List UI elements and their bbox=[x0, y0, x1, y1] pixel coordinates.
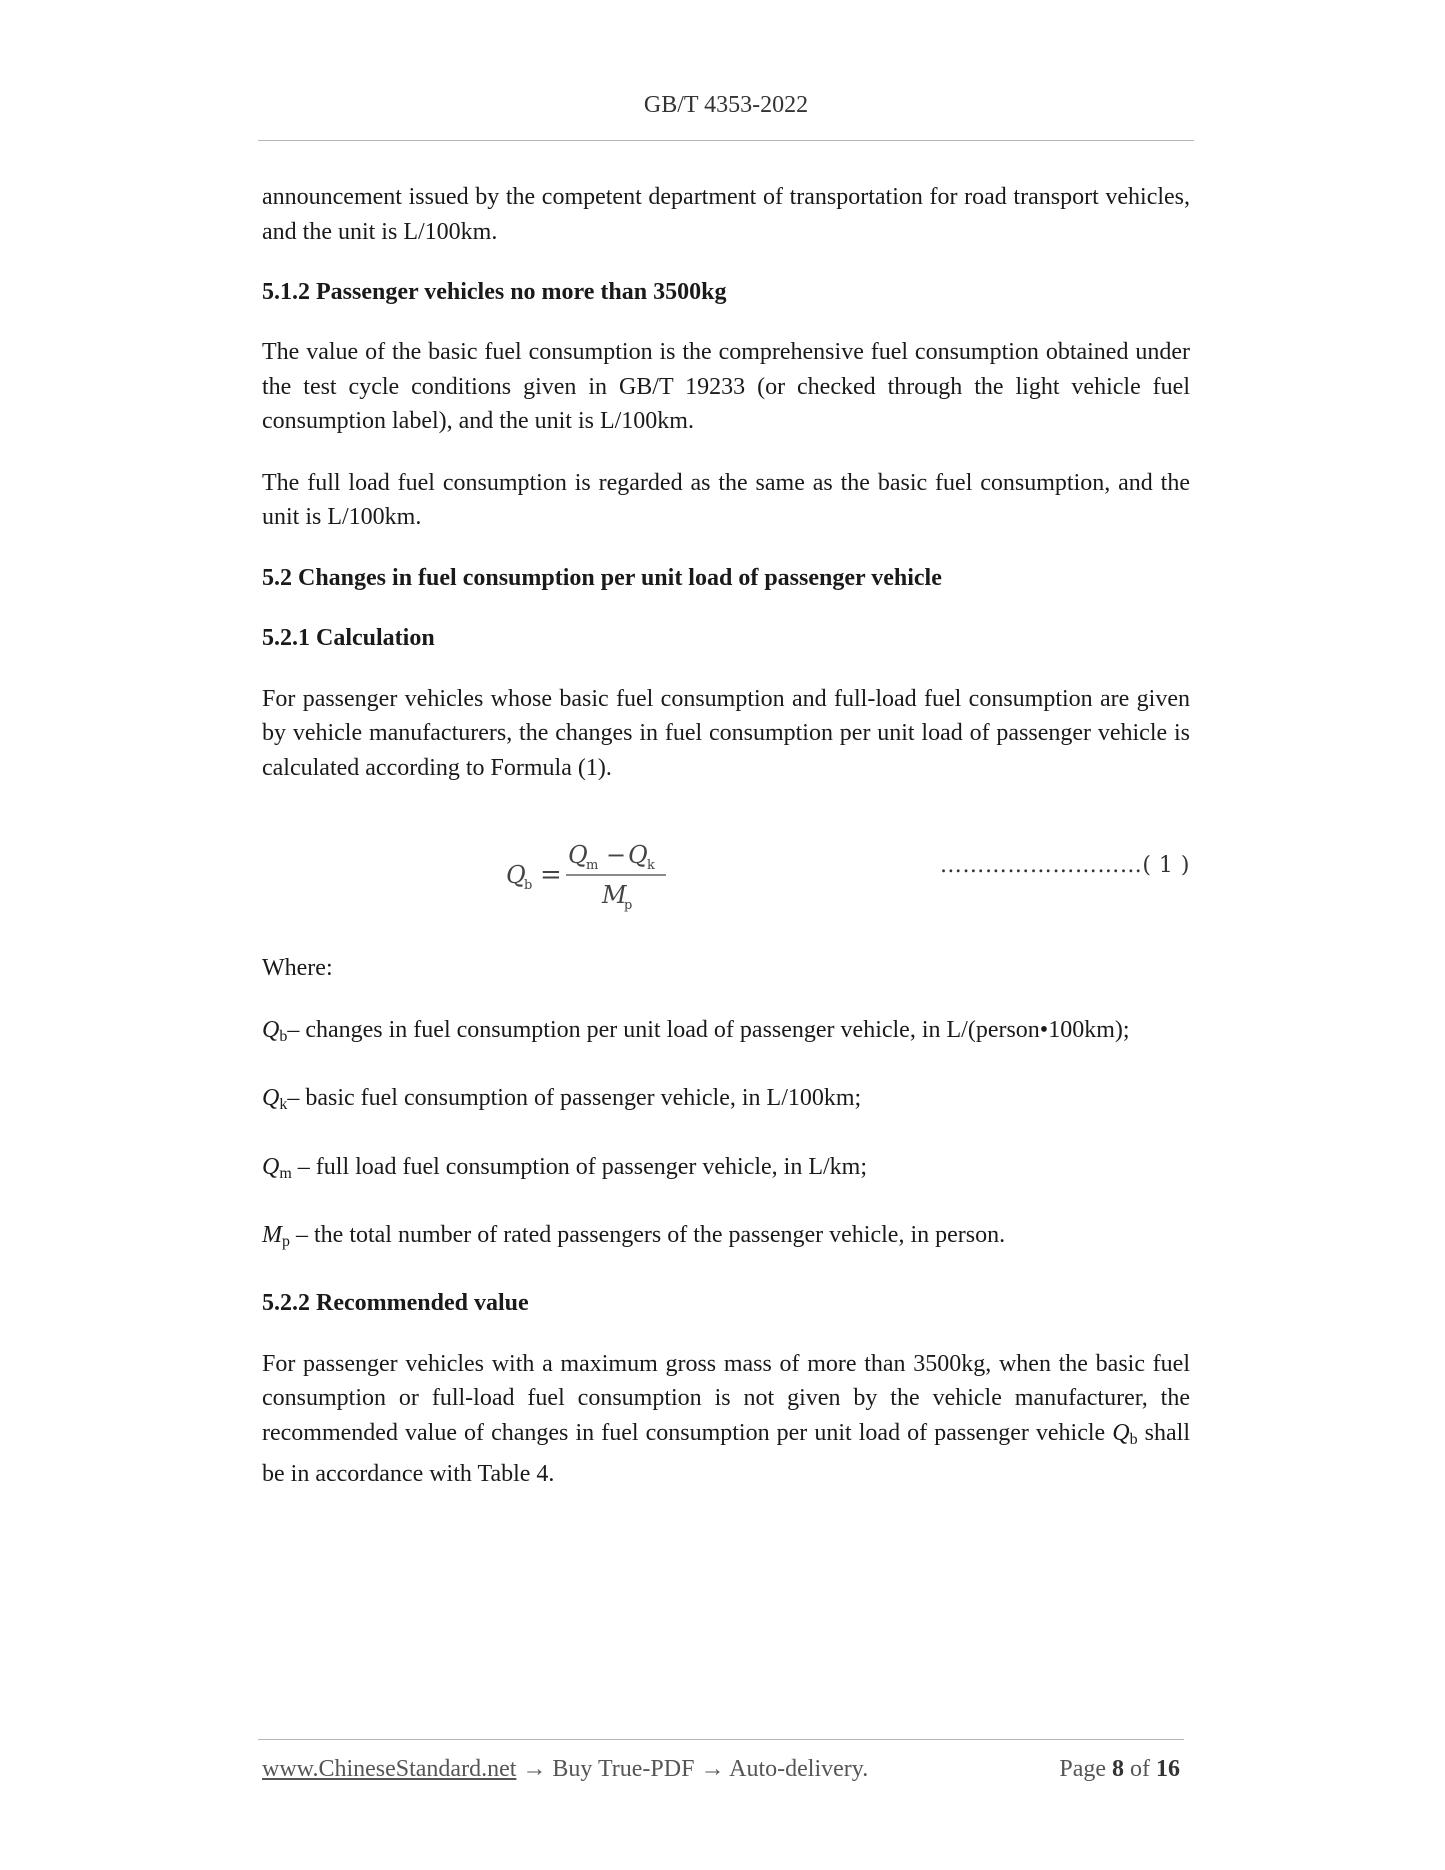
paragraph-basic-fuel: The value of the basic fuel consumption is the comprehensive fuel consumption obtained under the test cycle conditions given in GB/T 19233 (or checked through the light vehicle fuel consumption label), and the unit is L/100km. bbox=[262, 339, 1190, 434]
definition-qm-text: – full load fuel consumption of passenger vehicle, in L/km; bbox=[291, 1153, 867, 1180]
definition-qk-text: – basic fuel consumption of passenger vehicle, in L/100km; bbox=[287, 1085, 862, 1111]
formula-num-b: Q bbox=[628, 841, 648, 869]
formula-minus: − bbox=[606, 841, 627, 869]
heading-5-2: 5.2 Changes in fuel consumption per unit load of passenger vehicle bbox=[262, 564, 942, 591]
formula-num-a: Q bbox=[568, 841, 588, 869]
symbol-qb: Q bbox=[262, 1016, 280, 1043]
definition-qb-text: – changes in fuel consumption per unit load of passenger vehicle, in L/(person•100km); bbox=[287, 1016, 1130, 1043]
total-pages: 16 bbox=[1156, 1756, 1180, 1782]
of-word: of bbox=[1130, 1756, 1150, 1782]
definition-qb bbox=[262, 1013, 1190, 1055]
definition-mp-text: – the total number of rated passengers of the passenger vehicle, in person. bbox=[290, 1222, 1006, 1248]
paragraph-recommended-text: For passenger vehicles with a maximum gross mass of more than 3500kg, when the basic fuel consumption or full-load fuel consumption is not given by the vehicle manufacturer, the recommended value of changes in fuel consumption per unit load of passenger vehicle bbox=[262, 1350, 1190, 1446]
definition-qk bbox=[262, 1081, 1190, 1123]
formula-num-b-sub: k bbox=[647, 858, 655, 873]
formula-equals: = bbox=[540, 860, 562, 890]
definition-qm bbox=[262, 1150, 1190, 1192]
arrow-right-icon: → bbox=[700, 1756, 725, 1782]
website-link[interactable]: www.ChineseStandard.net bbox=[262, 1756, 517, 1782]
page-header bbox=[258, 92, 1194, 119]
heading-5-2-2: 5.2.2 Recommended value bbox=[262, 1289, 529, 1316]
symbol-qk: Q bbox=[262, 1085, 280, 1111]
symbol-qm-sub: m bbox=[279, 1164, 292, 1182]
formula-den-sub: p bbox=[624, 898, 633, 913]
formula-lhs: Q bbox=[506, 861, 526, 889]
footer-promo bbox=[262, 1756, 868, 1783]
paragraph-recommended-tail: shall be in accordance with Table 4. bbox=[262, 1419, 1191, 1487]
symbol-qb-inline: Q bbox=[1112, 1419, 1130, 1446]
paragraph-calculation: For passenger vehicles whose basic fuel consumption and full-load fuel consumption are given by vehicle manufacturers, the changes in fuel consumption per unit load of passenger vehicle is calculated according to Formula (1). bbox=[262, 685, 1190, 781]
arrow-right-icon: → bbox=[522, 1756, 547, 1782]
symbol-qm: Q bbox=[262, 1153, 280, 1180]
symbol-mp: M bbox=[262, 1222, 282, 1248]
formula-graphic bbox=[506, 831, 706, 921]
paragraph-recommended bbox=[262, 1347, 1190, 1492]
formula-den: M bbox=[602, 881, 627, 909]
paragraph-continuation: announcement issued by the competent department of transportation for road transport vehicles, and the unit is L/100km. bbox=[262, 184, 1190, 245]
footer-divider bbox=[258, 1739, 1184, 1740]
definition-mp bbox=[262, 1218, 1190, 1260]
heading-5-1-2: 5.1.2 Passenger vehicles no more than 3500kg bbox=[262, 279, 727, 305]
paragraph-full-load: The full load fuel consumption is regarded as the same as the basic fuel consumption, and the unit is L/100km. bbox=[262, 469, 1190, 530]
formula-num-a-sub: m bbox=[586, 858, 599, 873]
symbol-qb-inline-sub: b bbox=[1129, 1430, 1138, 1448]
page-counter bbox=[1059, 1756, 1180, 1783]
formula-lhs-sub: b bbox=[524, 878, 533, 893]
formula-1 bbox=[262, 831, 1190, 921]
page-word: Page bbox=[1059, 1756, 1106, 1782]
symbol-qb-sub: b bbox=[279, 1027, 288, 1045]
header-divider bbox=[258, 140, 1194, 141]
current-page: 8 bbox=[1112, 1756, 1124, 1782]
symbol-qk-sub: k bbox=[279, 1096, 288, 1113]
formula-number: ………………………( 1 ) bbox=[939, 853, 1190, 878]
auto-delivery-text: Auto-delivery. bbox=[729, 1756, 869, 1782]
where-label: Where: bbox=[262, 955, 333, 981]
heading-5-2-1: 5.2.1 Calculation bbox=[262, 624, 435, 651]
symbol-mp-sub: p bbox=[282, 1233, 290, 1250]
page-body bbox=[262, 180, 1190, 1492]
buy-true-pdf-text: Buy True-PDF bbox=[552, 1756, 695, 1782]
document-code: GB/T 4353-2022 bbox=[643, 92, 809, 118]
